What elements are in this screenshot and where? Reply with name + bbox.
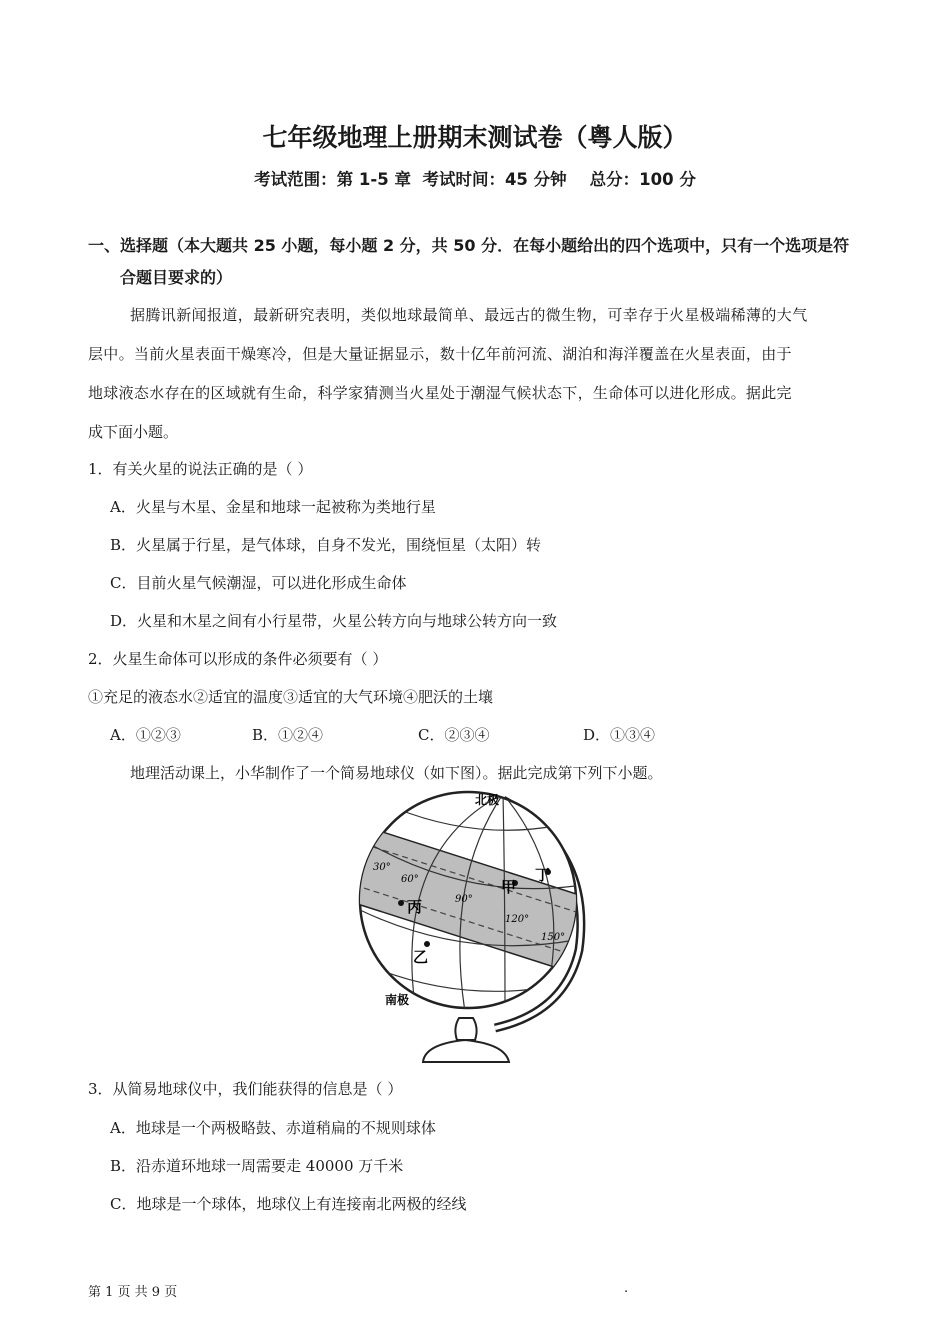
degree-label: 120° — [505, 914, 530, 925]
globe-south-label: 南极 — [385, 993, 410, 1007]
page-number: 第 1 页 共 9 页 — [88, 1285, 178, 1300]
question-2-stem: 2．火星生命体可以形成的条件必须要有（ ） — [88, 650, 388, 668]
exam-info: 考试范围：第 1-5 章 考试时间：45 分钟 总分：100 分 — [254, 170, 696, 189]
globe-stand-neck — [455, 1018, 476, 1040]
passage-2: 地理活动课上，小华制作了一个简易地球仪（如下图）。据此完成第下列下小题。 — [130, 764, 663, 782]
question-2-conditions: ①充足的液态水②适宜的温度③适宜的大气环境④肥沃的土壤 — [88, 688, 494, 706]
option-b: B．火星属于行星，是气体球，自身不发光，围绕恒星（太阳）转 — [110, 536, 542, 554]
passage-line: 地球液态水存在的区域就有生命，科学家猜测当火星处于潮湿气候状态下，生命体可以进化形成。据此完 — [88, 384, 792, 402]
page-title: 七年级地理上册期末测试卷（粤人版） — [262, 123, 688, 152]
option-b: B．①②④ — [252, 726, 324, 744]
point-jia: 甲 — [501, 878, 517, 896]
option-c: C．目前火星气候潮湿，可以进化形成生命体 — [110, 574, 407, 592]
point-yi: 乙 — [413, 948, 429, 966]
option-d: D．火星和木星之间有小行星带，火星公转方向与地球公转方向一致 — [110, 612, 558, 630]
degree-label: 90° — [455, 894, 473, 905]
point-ding: 丁 — [535, 866, 551, 884]
option-a: A．地球是一个两极略鼓、赤道稍扁的不规则球体 — [110, 1119, 436, 1137]
option-a: A．①②③ — [110, 726, 181, 744]
globe-north-label: 北极 — [475, 793, 500, 807]
section-heading-cont: 合题目要求的） — [120, 268, 233, 287]
degree-label: 30° — [373, 862, 391, 873]
option-a: A．火星与木星、金星和地球一起被称为类地行星 — [110, 498, 436, 516]
section-heading: 一、选择题（本大题共 25 小题，每小题 2 分，共 50 分．在每小题给出的四个选项中，只有一个选项是符 — [88, 236, 850, 255]
passage-line: 据腾讯新闻报道，最新研究表明，类似地球最简单、最远古的微生物，可幸存于火星极端稀薄的大气 — [130, 306, 808, 324]
passage-line: 成下面小题。 — [88, 423, 179, 441]
globe-stand-base — [423, 1040, 509, 1062]
option-d: D．①③④ — [583, 726, 656, 744]
question-1-stem: 1．有关火星的说法正确的是（ ） — [88, 460, 313, 478]
option-b: B．沿赤道环地球一周需要走 40000 万千米 — [110, 1157, 404, 1175]
point-bing: 丙 — [407, 898, 423, 916]
globe-figure — [355, 790, 595, 1070]
degree-label: 150° — [541, 932, 566, 943]
option-c: C．地球是一个球体，地球仪上有连接南北两极的经线 — [110, 1195, 467, 1213]
question-3-stem: 3．从简易地球仪中，我们能获得的信息是（ ） — [88, 1080, 403, 1098]
option-c: C．②③④ — [418, 726, 490, 744]
passage-line: 层中。当前火星表面干燥寒冷，但是大量证据显示，数十亿年前河流、湖泊和海洋覆盖在火星表面，由于 — [88, 345, 792, 363]
footer-dot: . — [624, 1281, 629, 1296]
degree-label: 60° — [401, 874, 419, 885]
